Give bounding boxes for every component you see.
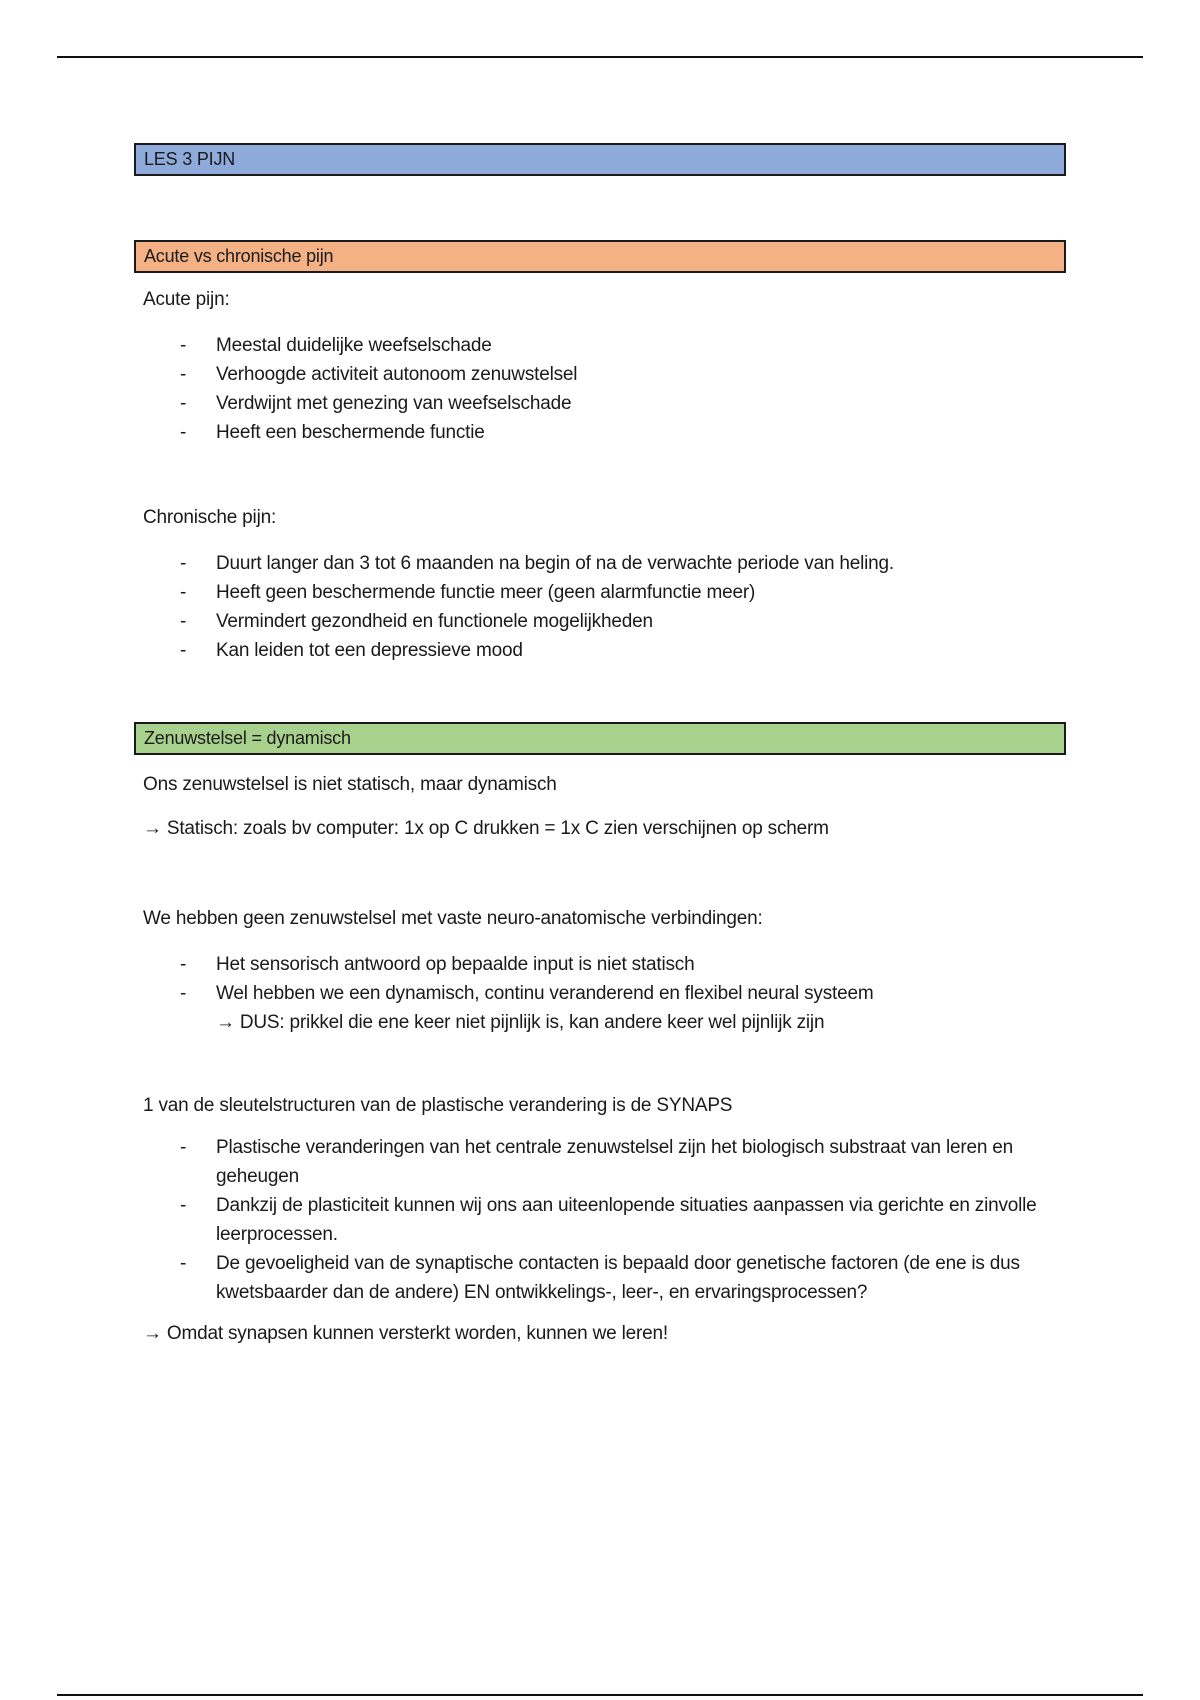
list-item: - Het sensorisch antwoord op bepaalde input is niet statisch — [180, 954, 695, 975]
list-item: - Wel hebben we een dynamisch, continu veranderend en flexibel neural systeem → DUS: prikkel die ene keer niet pijnlijk is, kan andere keer wel pijnlijk zijn — [134, 979, 1066, 1037]
list-item: - Meestal duidelijke weefselschade — [180, 335, 492, 356]
bottom-rule — [57, 1694, 1143, 1696]
dus-note: → DUS: prikkel die ene keer niet pijnlijk is, kan andere keer wel pijnlijk zijn — [216, 1012, 825, 1033]
page-title: LES 3 PIJN — [134, 143, 1066, 176]
static-note: → Statisch: zoals bv computer: 1x op C drukken = 1x C zien verschijnen op scherm — [143, 818, 829, 839]
list-item: - Plastische veranderingen van het centrale zenuwstelsel zijn het biologisch substraat van leren en geheugen — [180, 1137, 1014, 1187]
list-item: - Duurt langer dan 3 tot 6 maanden na begin of na de verwachte periode van heling. — [180, 553, 894, 574]
list-item: - Heeft geen beschermende functie meer (geen alarmfunctie meer) — [180, 582, 756, 603]
synaps-intro: 1 van de sleutelstructuren van de plastische verandering is de SYNAPS — [143, 1095, 733, 1116]
conclusion: → Omdat synapsen kunnen versterkt worden, kunnen we leren! — [143, 1323, 668, 1344]
top-rule — [57, 56, 1143, 58]
list-item: - De gevoeligheid van de synaptische contacten is bepaald door genetische factoren (de ene is dus kwetsbaarder dan de andere) EN ontwikkelings-, leer-, en ervaringsprocessen? — [180, 1253, 1020, 1303]
list-item: - Heeft een beschermende functie — [180, 422, 485, 443]
list-item: - Verhoogde activiteit autonoom zenuwstelsel — [180, 364, 578, 385]
document-body — [134, 143, 1066, 1348]
list-item: - Kan leiden tot een depressieve mood — [180, 640, 523, 661]
acute-list — [134, 331, 1066, 447]
section-heading-dynamic: Zenuwstelsel = dynamisch — [134, 722, 1066, 755]
chronic-label: Chronische pijn: — [143, 507, 277, 528]
section-heading-acute-chronic: Acute vs chronische pijn — [134, 240, 1066, 273]
spacer — [134, 176, 1066, 240]
synaps-list — [134, 1133, 1066, 1307]
list-item: - Vermindert gezondheid en functionele mogelijkheden — [180, 611, 653, 632]
dynamic-intro: Ons zenuwstelsel is niet statisch, maar dynamisch — [143, 774, 557, 795]
list-item: - Verdwijnt met genezing van weefselschade — [180, 393, 572, 414]
list-item: - Dankzij de plasticiteit kunnen wij ons aan uiteenlopende situaties aanpassen via gerichte en zinvolle leerprocessen. — [180, 1195, 1037, 1245]
no-fixed-intro: We hebben geen zenuwstelsel met vaste neuro-anatomische verbindingen: — [143, 908, 763, 929]
acute-label: Acute pijn: — [143, 289, 230, 310]
chronic-list — [134, 549, 1066, 665]
no-fixed-list — [134, 950, 1066, 1037]
